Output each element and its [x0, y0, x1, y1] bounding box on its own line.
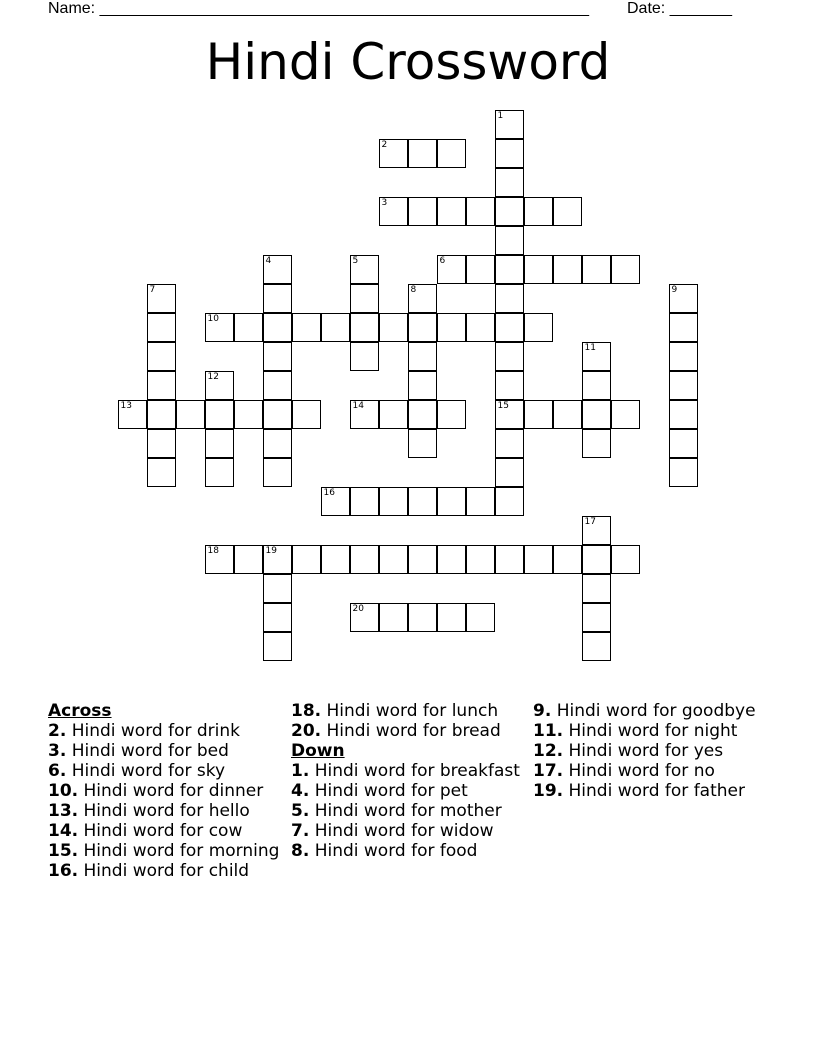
- grid-cell[interactable]: [495, 545, 524, 574]
- grid-cell[interactable]: [524, 255, 553, 284]
- clue-text: Hindi word for pet: [309, 781, 468, 801]
- grid-cell[interactable]: [582, 545, 611, 574]
- clue-item: [48, 842, 283, 860]
- grid-cell[interactable]: [495, 110, 524, 139]
- clue-number: 9: [671, 284, 678, 295]
- grid-cell[interactable]: [292, 400, 321, 429]
- grid-cell[interactable]: [582, 371, 611, 400]
- grid-cell[interactable]: [669, 458, 698, 487]
- grid-cell[interactable]: [147, 429, 176, 458]
- clue-number-label: 18.: [291, 701, 322, 721]
- grid-cell[interactable]: [466, 487, 495, 516]
- grid-cell[interactable]: [234, 400, 263, 429]
- grid-cell[interactable]: [379, 487, 408, 516]
- clue-item: [291, 762, 526, 780]
- grid-cell[interactable]: [611, 545, 640, 574]
- grid-cell[interactable]: [553, 197, 582, 226]
- grid-cell[interactable]: [495, 371, 524, 400]
- clue-text: Hindi word for sky: [66, 761, 226, 781]
- grid-cell[interactable]: [350, 400, 379, 429]
- grid-cell[interactable]: [350, 313, 379, 342]
- grid-cell[interactable]: [495, 226, 524, 255]
- clue-number-label: 9.: [533, 701, 552, 721]
- clue-text: Hindi word for breakfast: [309, 761, 520, 781]
- clue-number: 11: [584, 342, 596, 353]
- grid-cell[interactable]: [437, 603, 466, 632]
- grid-cell[interactable]: [466, 197, 495, 226]
- clue-number: 7: [149, 284, 156, 295]
- grid-cell[interactable]: [466, 313, 495, 342]
- grid-cell[interactable]: [350, 603, 379, 632]
- grid-cell[interactable]: [205, 545, 234, 574]
- clue-number: 5: [352, 255, 359, 266]
- clue-item: [48, 802, 283, 820]
- grid-cell[interactable]: [669, 429, 698, 458]
- clue-item: [533, 782, 768, 800]
- grid-cell[interactable]: [263, 342, 292, 371]
- grid-cell[interactable]: [524, 197, 553, 226]
- grid-cell[interactable]: [524, 313, 553, 342]
- grid-cell[interactable]: [379, 313, 408, 342]
- clue-item: [291, 702, 526, 720]
- grid-cell[interactable]: [495, 255, 524, 284]
- grid-cell[interactable]: [205, 400, 234, 429]
- grid-cell[interactable]: [205, 313, 234, 342]
- grid-cell[interactable]: [495, 168, 524, 197]
- grid-cell[interactable]: [292, 545, 321, 574]
- grid-cell[interactable]: [321, 487, 350, 516]
- clue-text: Hindi word for bread: [321, 721, 501, 741]
- grid-cell[interactable]: [582, 574, 611, 603]
- grid-cell[interactable]: [350, 487, 379, 516]
- grid-cell[interactable]: [379, 197, 408, 226]
- clue-text: Hindi word for bed: [66, 741, 229, 761]
- grid-cell[interactable]: [234, 545, 263, 574]
- clue-number: 18: [207, 545, 219, 556]
- grid-cell[interactable]: [292, 313, 321, 342]
- grid-cell[interactable]: [147, 284, 176, 313]
- clue-number: 20: [352, 603, 364, 614]
- clue-number: 8: [410, 284, 417, 295]
- grid-cell[interactable]: [437, 197, 466, 226]
- grid-cell[interactable]: [582, 429, 611, 458]
- grid-cell[interactable]: [205, 429, 234, 458]
- grid-cell[interactable]: [495, 487, 524, 516]
- grid-cell[interactable]: [205, 371, 234, 400]
- clue-text: Hindi word for night: [563, 721, 738, 741]
- grid-cell[interactable]: [263, 429, 292, 458]
- clue-number: 6: [439, 255, 446, 266]
- clue-number-label: 6.: [48, 761, 67, 781]
- grid-cell[interactable]: [234, 313, 263, 342]
- grid-cell[interactable]: [524, 545, 553, 574]
- grid-cell[interactable]: [263, 255, 292, 284]
- grid-cell[interactable]: [437, 545, 466, 574]
- grid-cell[interactable]: [408, 197, 437, 226]
- grid-cell[interactable]: [263, 458, 292, 487]
- grid-cell[interactable]: [524, 400, 553, 429]
- clue-number-label: 7.: [291, 821, 310, 841]
- grid-cell[interactable]: [379, 603, 408, 632]
- grid-cell[interactable]: [582, 400, 611, 429]
- clue-number-label: 19.: [533, 781, 564, 801]
- clue-number: 16: [323, 487, 335, 498]
- grid-cell[interactable]: [553, 255, 582, 284]
- grid-cell[interactable]: [147, 313, 176, 342]
- clue-text: Hindi word for yes: [563, 741, 724, 761]
- grid-cell[interactable]: [379, 139, 408, 168]
- grid-cell[interactable]: [147, 342, 176, 371]
- clue-text: Hindi word for goodbye: [551, 701, 756, 721]
- clue-item: [533, 762, 768, 780]
- grid-cell[interactable]: [263, 632, 292, 661]
- clue-number: 14: [352, 400, 364, 411]
- grid-cell[interactable]: [350, 255, 379, 284]
- grid-cell[interactable]: [408, 284, 437, 313]
- grid-cell[interactable]: [263, 603, 292, 632]
- grid-cell[interactable]: [263, 400, 292, 429]
- clue-number: 19: [265, 545, 277, 556]
- clues-column-3: [533, 702, 768, 802]
- grid-cell[interactable]: [495, 197, 524, 226]
- clue-item: [48, 762, 283, 780]
- grid-cell[interactable]: [408, 545, 437, 574]
- grid-cell[interactable]: [379, 545, 408, 574]
- clue-item: [48, 862, 283, 880]
- name-field-line: Name: _______________________________________________________: [48, 0, 589, 17]
- grid-cell[interactable]: [495, 429, 524, 458]
- clues-column-1: [48, 702, 283, 882]
- clue-number-label: 5.: [291, 801, 310, 821]
- clue-number: 17: [584, 516, 596, 527]
- clue-number-label: 1.: [291, 761, 310, 781]
- grid-cell[interactable]: [669, 400, 698, 429]
- clue-heading: Across: [48, 701, 112, 721]
- grid-cell[interactable]: [466, 603, 495, 632]
- grid-cell[interactable]: [582, 632, 611, 661]
- grid-cell[interactable]: [495, 458, 524, 487]
- clue-text: Hindi word for mother: [309, 801, 502, 821]
- grid-cell[interactable]: [263, 545, 292, 574]
- grid-cell[interactable]: [437, 139, 466, 168]
- grid-cell[interactable]: [147, 458, 176, 487]
- clue-number-label: 11.: [533, 721, 564, 741]
- grid-cell[interactable]: [437, 313, 466, 342]
- grid-cell[interactable]: [669, 371, 698, 400]
- grid-cell[interactable]: [437, 255, 466, 284]
- grid-cell[interactable]: [437, 400, 466, 429]
- clue-number: 10: [207, 313, 219, 324]
- grid-cell[interactable]: [495, 139, 524, 168]
- clue-item: [291, 782, 526, 800]
- clue-text: Hindi word for dinner: [78, 781, 264, 801]
- grid-cell[interactable]: [582, 342, 611, 371]
- clue-number: 1: [497, 110, 504, 121]
- grid-cell[interactable]: [582, 516, 611, 545]
- clue-number-label: 4.: [291, 781, 310, 801]
- grid-cell[interactable]: [553, 545, 582, 574]
- grid-cell[interactable]: [118, 400, 147, 429]
- grid-cell[interactable]: [408, 139, 437, 168]
- clue-item: [48, 782, 283, 800]
- clue-text: Hindi word for morning: [78, 841, 280, 861]
- grid-cell[interactable]: [495, 284, 524, 313]
- grid-cell[interactable]: [408, 603, 437, 632]
- clue-item: [48, 722, 283, 740]
- grid-cell[interactable]: [582, 255, 611, 284]
- clue-number-label: 8.: [291, 841, 310, 861]
- clue-number: 2: [381, 139, 388, 150]
- grid-cell[interactable]: [350, 284, 379, 313]
- grid-cell[interactable]: [495, 400, 524, 429]
- clue-text: Hindi word for father: [563, 781, 745, 801]
- clue-number-label: 14.: [48, 821, 79, 841]
- clue-item: [291, 842, 526, 860]
- grid-cell[interactable]: [466, 255, 495, 284]
- grid-cell[interactable]: [263, 574, 292, 603]
- grid-cell[interactable]: [495, 342, 524, 371]
- grid-cell[interactable]: [495, 313, 524, 342]
- clue-item: [291, 822, 526, 840]
- clue-number: 12: [207, 371, 219, 382]
- grid-cell[interactable]: [176, 400, 205, 429]
- grid-cell[interactable]: [350, 342, 379, 371]
- clue-item: [48, 742, 283, 760]
- grid-cell[interactable]: [321, 313, 350, 342]
- clue-text: Hindi word for no: [563, 761, 715, 781]
- grid-cell[interactable]: [582, 603, 611, 632]
- clue-text: Hindi word for hello: [78, 801, 250, 821]
- grid-cell[interactable]: [205, 458, 234, 487]
- grid-cell[interactable]: [611, 255, 640, 284]
- clue-text: Hindi word for widow: [309, 821, 494, 841]
- grid-cell[interactable]: [147, 371, 176, 400]
- clue-number-label: 16.: [48, 861, 79, 881]
- page-title: Hindi Crossword: [205, 33, 611, 91]
- clue-number: 3: [381, 197, 388, 208]
- grid-cell[interactable]: [408, 487, 437, 516]
- clue-number-label: 20.: [291, 721, 322, 741]
- clue-text: Hindi word for lunch: [321, 701, 499, 721]
- clue-number-label: 17.: [533, 761, 564, 781]
- clue-item: [48, 822, 283, 840]
- clue-number-label: 3.: [48, 741, 67, 761]
- grid-cell[interactable]: [408, 400, 437, 429]
- clue-text: Hindi word for drink: [66, 721, 240, 741]
- grid-cell[interactable]: [553, 400, 582, 429]
- grid-cell[interactable]: [611, 400, 640, 429]
- clue-item: [291, 802, 526, 820]
- grid-cell[interactable]: [669, 313, 698, 342]
- clue-number-label: 10.: [48, 781, 79, 801]
- clue-number-label: 13.: [48, 801, 79, 821]
- clue-heading: Down: [291, 741, 345, 761]
- clue-number-label: 2.: [48, 721, 67, 741]
- clue-item: [533, 722, 768, 740]
- grid-cell[interactable]: [466, 545, 495, 574]
- clue-text: Hindi word for child: [78, 861, 250, 881]
- grid-cell[interactable]: [437, 487, 466, 516]
- clue-number: 13: [120, 400, 132, 411]
- clue-number: 15: [497, 400, 509, 411]
- clues-column-2: [291, 702, 526, 862]
- clue-text: Hindi word for food: [309, 841, 478, 861]
- grid-cell[interactable]: [321, 545, 350, 574]
- grid-cell[interactable]: [379, 400, 408, 429]
- grid-cell[interactable]: [408, 313, 437, 342]
- grid-cell[interactable]: [263, 371, 292, 400]
- clue-item: [291, 722, 526, 740]
- grid-cell[interactable]: [408, 342, 437, 371]
- clue-number-label: 15.: [48, 841, 79, 861]
- grid-cell[interactable]: [669, 284, 698, 313]
- grid-cell[interactable]: [263, 313, 292, 342]
- grid-cell[interactable]: [263, 284, 292, 313]
- grid-cell[interactable]: [669, 342, 698, 371]
- clue-text: Hindi word for cow: [78, 821, 243, 841]
- clue-item: [533, 742, 768, 760]
- clue-number: 4: [265, 255, 272, 266]
- grid-cell[interactable]: [147, 400, 176, 429]
- grid-cell[interactable]: [350, 545, 379, 574]
- date-field-line: Date: _______: [627, 0, 732, 17]
- grid-cell[interactable]: [408, 371, 437, 400]
- clue-number-label: 12.: [533, 741, 564, 761]
- clue-item: [533, 702, 768, 720]
- grid-cell[interactable]: [408, 429, 437, 458]
